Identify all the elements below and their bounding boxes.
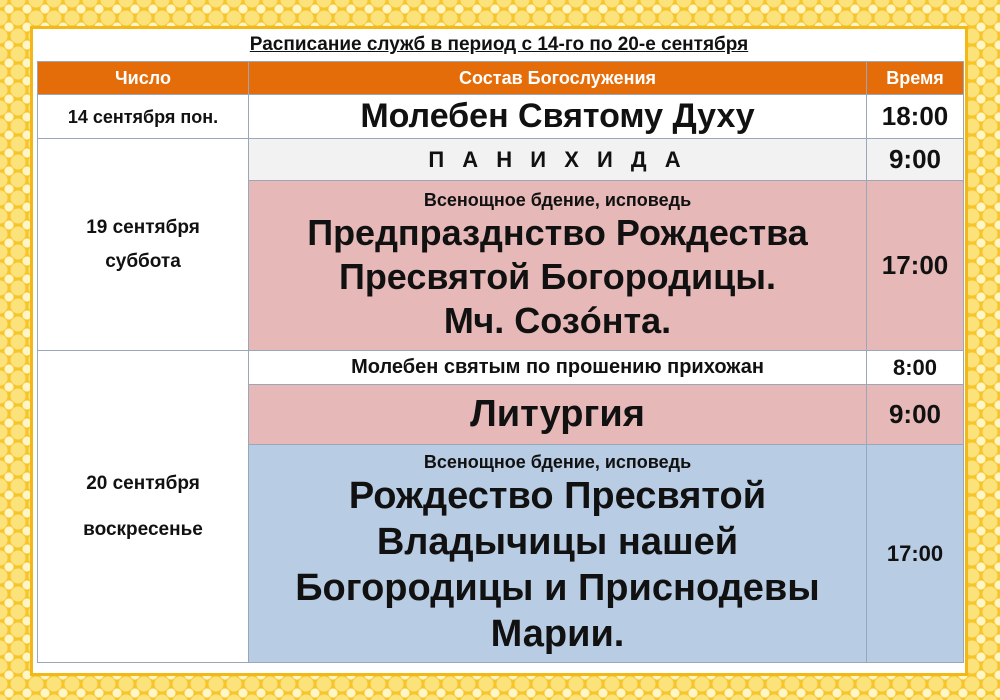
time-cell: 18:00 xyxy=(867,95,964,139)
service-line: Владычицы нашей xyxy=(376,520,739,563)
table-row xyxy=(38,351,964,385)
table-row xyxy=(38,95,964,139)
date-line: 20 сентября xyxy=(86,472,200,494)
time-cell: 8:00 xyxy=(867,351,964,385)
time-cell: 17:00 xyxy=(867,445,964,663)
service-line: Рождество Пресвятой xyxy=(348,474,767,517)
service-cell xyxy=(249,181,867,351)
schedule-table xyxy=(37,61,964,663)
weekday-line: суббота xyxy=(105,250,181,272)
date-cell xyxy=(38,351,249,663)
service-subtitle: Всенощное бдение, исповедь xyxy=(423,189,692,210)
date-line: 19 сентября xyxy=(86,216,200,238)
time-cell: 9:00 xyxy=(867,385,964,445)
date-cell: 14 сентября пон. xyxy=(38,95,249,139)
page-title: Расписание служб в период с 14-го по 20-е сентября xyxy=(249,34,749,55)
service-line: Мч. Созóнта. xyxy=(443,299,672,341)
table-header-row xyxy=(38,62,964,95)
service-cell: Молебен Святому Духу xyxy=(249,95,867,139)
time-cell: 17:00 xyxy=(867,181,964,351)
service-cell: П А Н И Х И Д А xyxy=(249,139,867,181)
service-line: Предпразднство Рождества xyxy=(307,211,808,253)
weekday-line: воскресенье xyxy=(83,518,203,540)
time-cell: 9:00 xyxy=(867,139,964,181)
service-cell xyxy=(249,445,867,663)
service-cell: Молебен святым по прошению прихожан xyxy=(249,351,867,385)
service-line: Марии. xyxy=(490,612,625,655)
service-subtitle: Всенощное бдение, исповедь xyxy=(423,451,692,472)
service-line: Богородицы и Приснодевы xyxy=(295,566,820,609)
header-service: Состав Богослужения xyxy=(249,62,867,95)
service-cell: Литургия xyxy=(249,385,867,445)
header-date: Число xyxy=(38,62,249,95)
date-cell xyxy=(38,139,249,351)
service-line: Пресвятой Богородицы. xyxy=(338,255,777,297)
table-row xyxy=(38,139,964,181)
header-time: Время xyxy=(867,62,964,95)
